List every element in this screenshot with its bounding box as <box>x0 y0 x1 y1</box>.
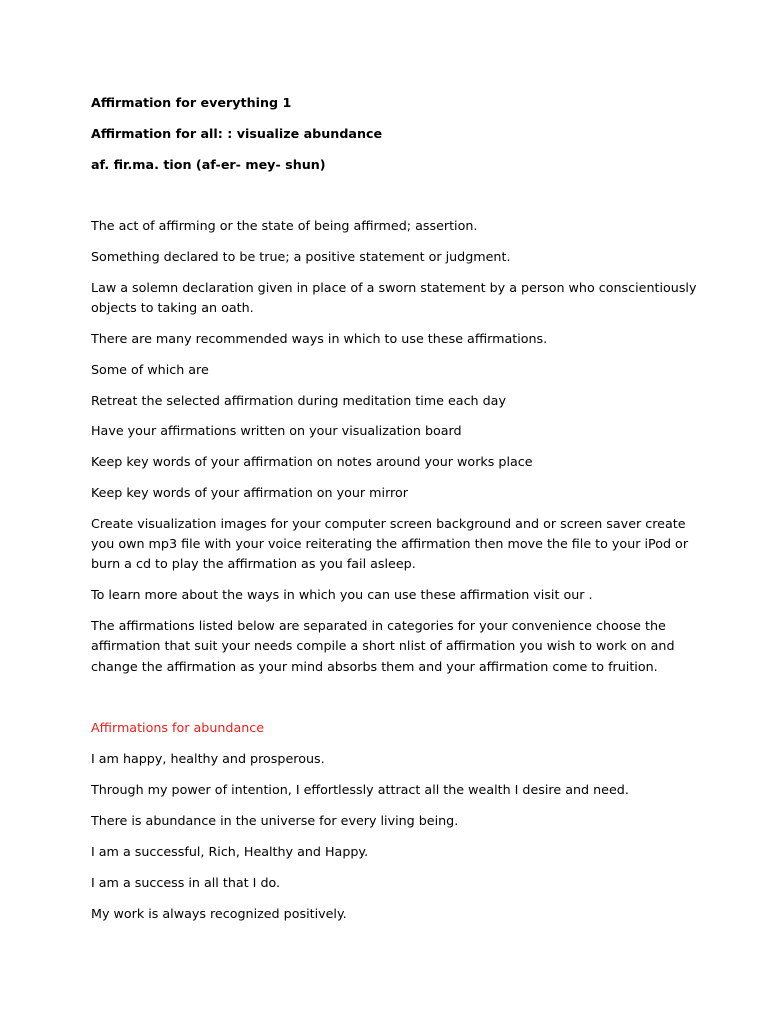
affirmation-item: I am a successful, Rich, Healthy and Happy. <box>91 844 369 859</box>
affirmation-item: I am a success in all that I do. <box>91 875 281 890</box>
paragraph-line: Create visualization images for your computer screen background and or screen saver create <box>91 516 686 531</box>
definition-line: The act of affirming or the state of being affirmed; assertion. <box>91 218 478 233</box>
definition-line: objects to taking an oath. <box>91 300 254 315</box>
pronunciation-line: af. fir.ma. tion (af-er- mey- shun) <box>91 157 326 172</box>
section-heading: Affirmations for abundance <box>91 720 265 735</box>
affirmation-item: My work is always recognized positively. <box>91 906 347 921</box>
paragraph-line: Keep key words of your affirmation on notes around your works place <box>91 454 533 469</box>
paragraph-line: The affirmations listed below are separated in categories for your convenience choose the <box>91 618 666 633</box>
document-title: Affirmation for everything 1 <box>91 95 292 110</box>
paragraph-line: you own mp3 file with your voice reiterating the affirmation then move the file to your iPod or <box>91 536 689 551</box>
paragraph-line: Some of which are <box>91 362 209 377</box>
paragraph-line: Keep key words of your affirmation on your mirror <box>91 485 408 500</box>
document-subtitle: Affirmation for all: : visualize abundance <box>91 126 383 141</box>
affirmation-item: There is abundance in the universe for every living being. <box>91 813 459 828</box>
affirmation-item: I am happy, healthy and prosperous. <box>91 751 325 766</box>
paragraph-line: Retreat the selected affirmation during meditation time each day <box>91 393 506 408</box>
definition-line: Something declared to be true; a positive statement or judgment. <box>91 249 511 264</box>
paragraph-line: There are many recommended ways in which to use these affirmations. <box>91 331 548 346</box>
paragraph-line: change the affirmation as your mind absorbs them and your affirmation come to fruition. <box>91 659 658 674</box>
paragraph-line: Have your affirmations written on your visualization board <box>91 423 462 438</box>
paragraph-line: burn a cd to play the affirmation as you fail asleep. <box>91 556 416 571</box>
paragraph-line: To learn more about the ways in which you can use these affirmation visit our . <box>91 587 593 602</box>
definition-line: Law a solemn declaration given in place of a sworn statement by a person who conscientiously <box>91 280 697 295</box>
affirmation-item: Through my power of intention, I effortlessly attract all the wealth I desire and need. <box>91 782 629 797</box>
paragraph-line: affirmation that suit your needs compile a short nlist of affirmation you wish to work on and <box>91 638 675 653</box>
